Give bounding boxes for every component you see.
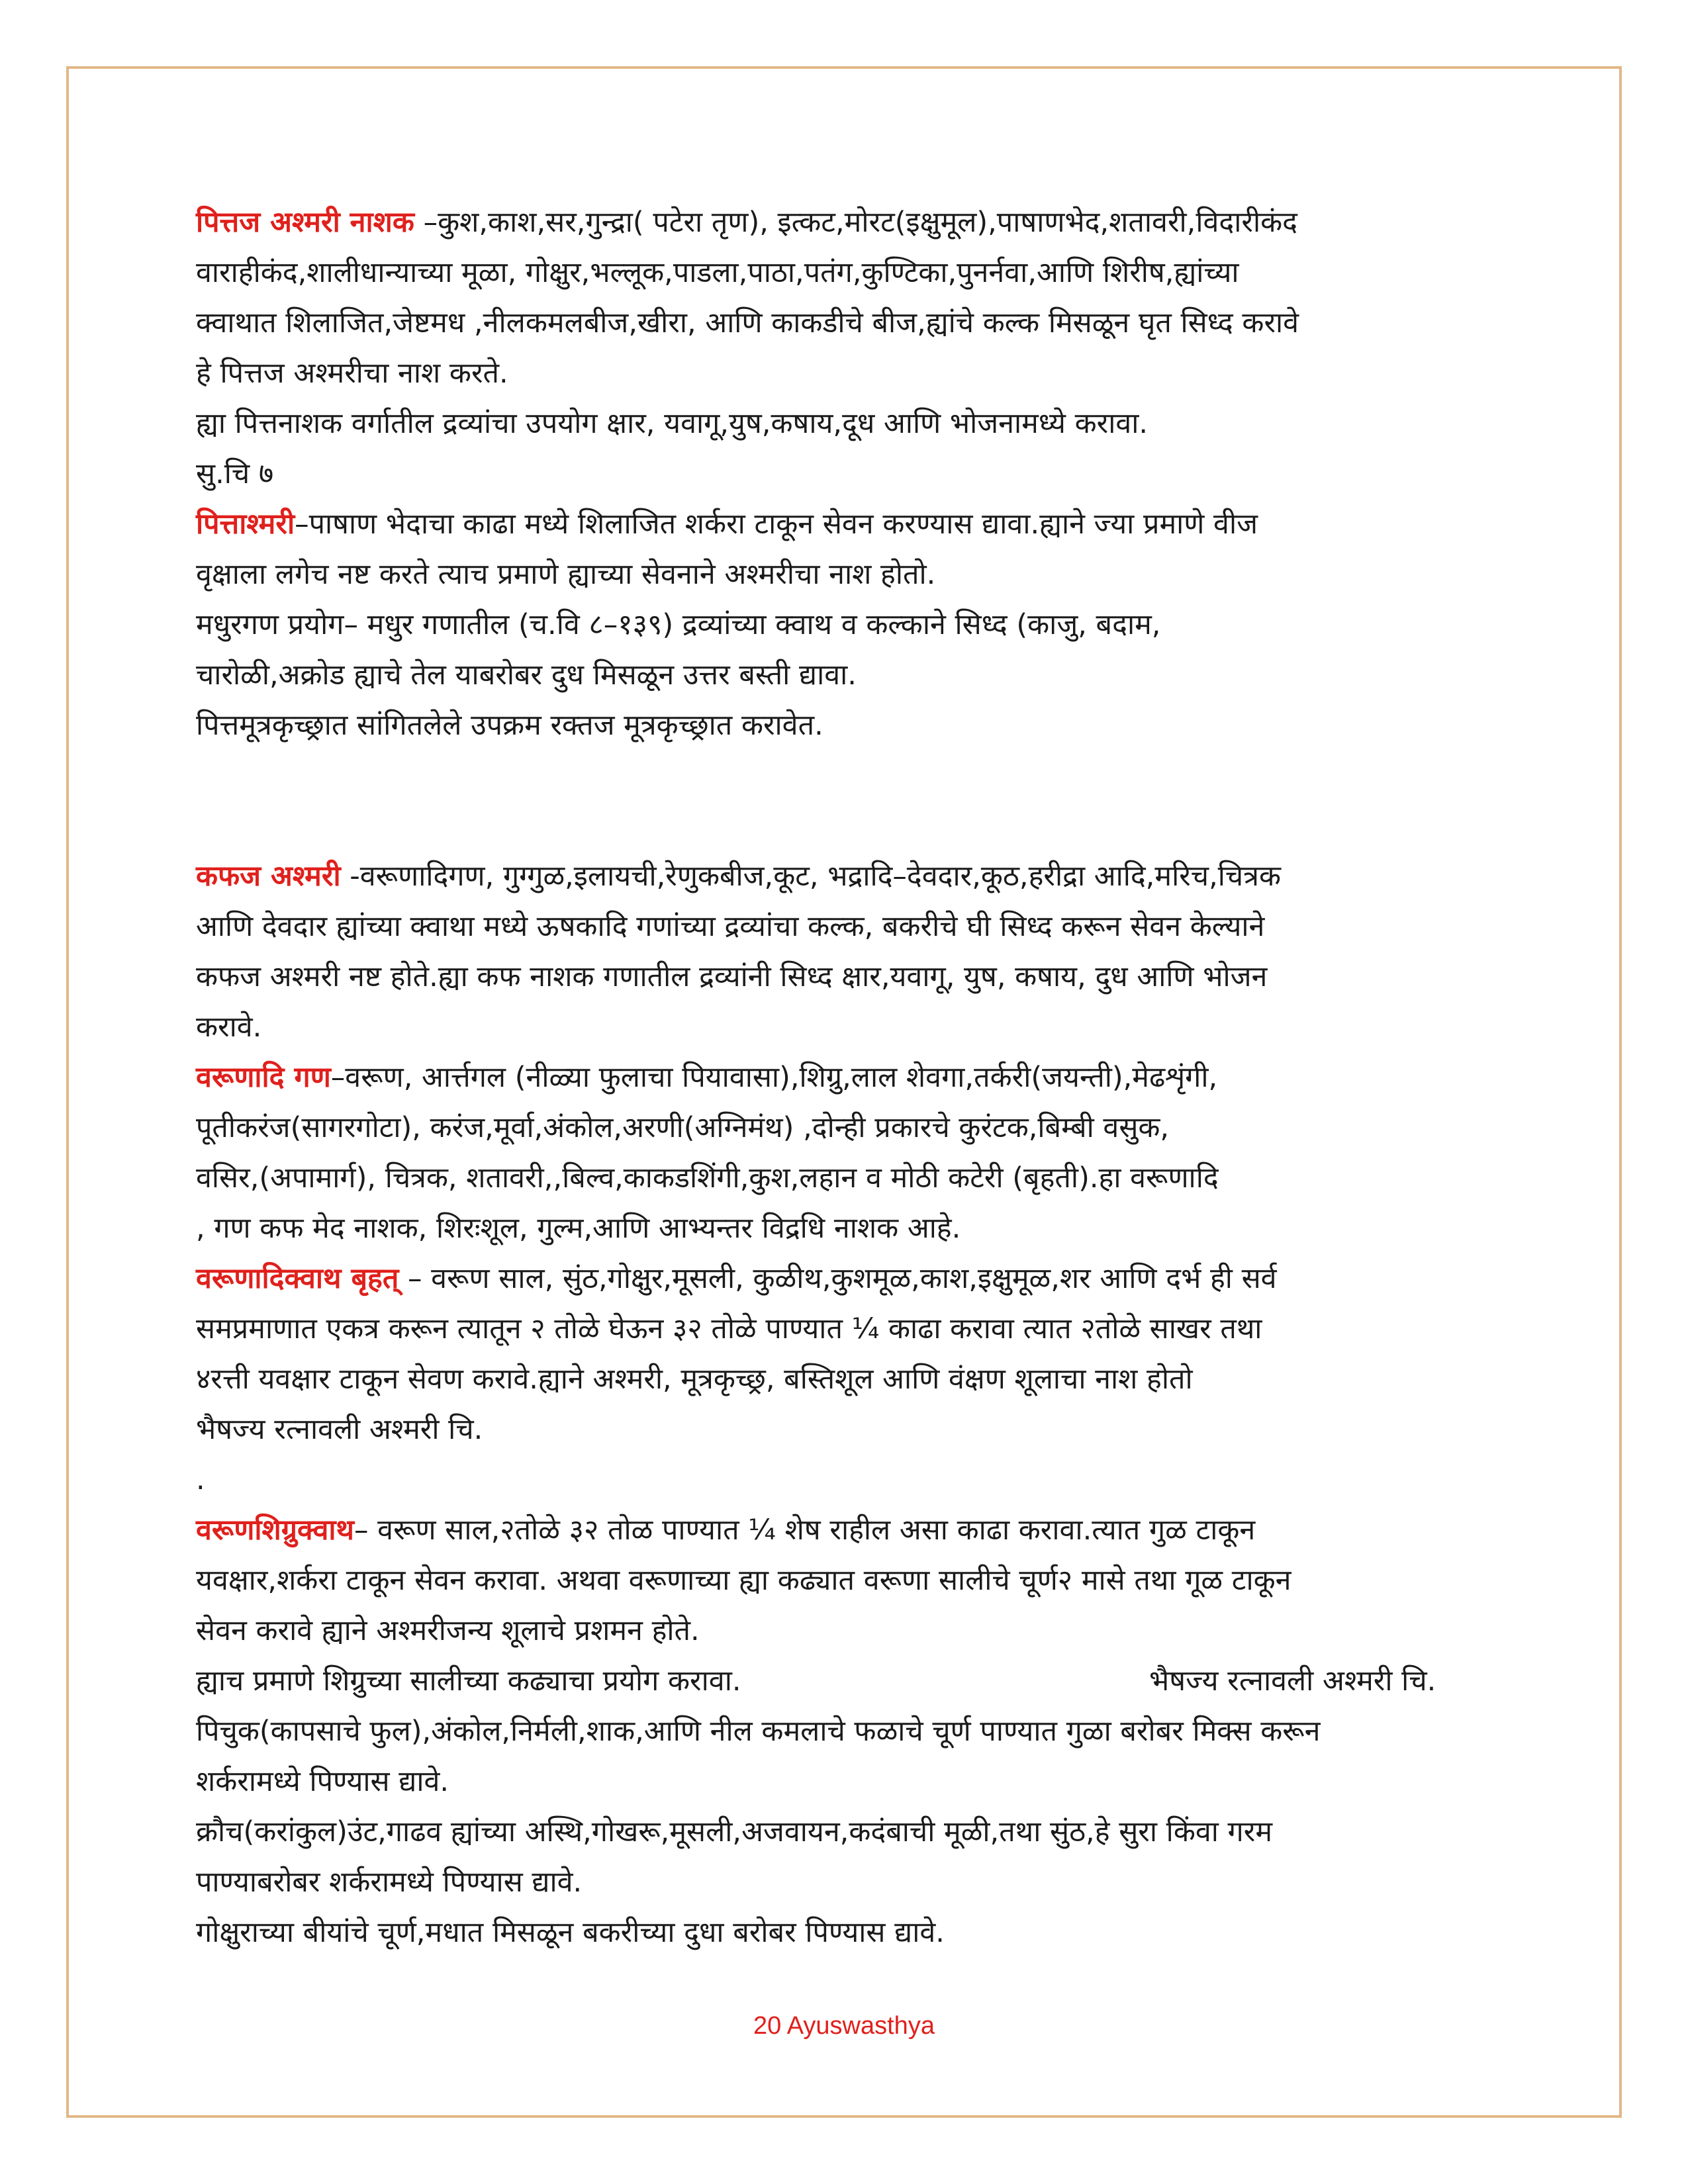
text-line: आणि देवदार ह्यांच्या क्वाथा मध्ये ऊषकादि गणांच्या द्रव्यांचा कल्क, बकरीचे घी सिध्द करून सेवन केल्याने [196,910,1265,943]
text-span: –पाषाण भेदाचा काढा मध्ये शिलाजित शर्करा टाकून सेवन करण्यास द्यावा.ह्याने ज्या प्रमाणे वीज [295,508,1258,541]
text-span: -वरूणादिगण, गुग्गुळ,इलायची,रेणुकबीज,कूट, भद्रादि–देवदार,कूठ,हरीद्रा आदि,मरिच,चित्रक [340,860,1281,893]
text-line [196,1505,1493,1555]
text-line: समप्रमाणात एकत्र करून त्यातून २ तोळे घेऊन ३२ तोळे पाण्यात ¼ काढा करावा त्यात २तोळे साखर तथा [196,1312,1262,1345]
section-heading: वरूणादि गण [196,1061,331,1094]
text-line [196,499,1493,549]
text-span: –कुश,काश,सर,गुन्द्रा( पटेरा तृण), इत्कट,मोरट(इक्षुमूल),पाषाणभेद,शतावरी,विदारीकंद [414,206,1297,239]
text-line: पिचुक(कापसाचे फुल),अंकोल,निर्मली,शाक,आणि नील कमलाचे फळाचे चूर्ण पाण्यात गुळा बरोबर मिक्स करून [196,1715,1321,1748]
text-line: सेवन करावे ह्याने अश्मरीजन्य शूलाचे प्रशमन होते. [196,1614,700,1647]
text-line: ह्या पित्तनाशक वर्गातील द्रव्यांचा उपयोग क्षार, यवागू,युष,कषाय,दूध आणि भोजनामध्ये करावा. [196,407,1149,440]
text-line [196,197,1493,248]
text-span: – वरूण साल,२तोळे ३२ तोळ पाण्यात ¼ शेष राहील असा काढा करावा.त्यात गुळ टाकून [354,1514,1256,1547]
text-line: चारोळी,अक्रोड ह्याचे तेल याबरोबर दुध मिसळून उत्तर बस्ती द्यावा. [196,659,857,692]
page-footer: 20 Ayuswasthya [753,2012,935,2040]
spacer [196,751,1493,851]
text-line: , गण कफ मेद नाशक, शिरःशूल, गुल्म,आणि आभ्यन्तर विद्रधि नाशक आहे. [196,1212,961,1245]
section-heading: पित्तज अश्मरी नाशक [196,206,414,239]
text-line: शर्करामध्ये पिण्यास द्यावे. [196,1765,449,1798]
text-line: . [196,1463,205,1496]
text-span: ह्याच प्रमाणे शिग्रुच्या सालीच्या कढ्याचा प्रयोग करावा. [196,1664,741,1698]
text-line [196,851,1493,901]
text-line: करावे. [196,1011,262,1044]
section-heading: वरूणादिक्वाथ बृहत् [196,1262,399,1295]
text-line: ४रत्ती यवक्षार टाकून सेवण करावे.ह्याने अश्मरी, मूत्रकृच्छ्र, बस्तिशूल आणि वंक्षण शूलाचा नाश होतो [196,1363,1193,1396]
text-line: कफज अश्मरी नष्ट होते.ह्या कफ नाशक गणातील द्रव्यांनी सिध्द क्षार,यवागू, युष, कषाय, दुध आणि भोजन [196,960,1268,993]
text-line: वसिर,(अपामार्ग), चित्रक, शतावरी,,बिल्व,काकडशिंगी,कुश,लहान व मोठी कटेरी (बृहती).हा वरूणादि [196,1161,1219,1195]
text-line: यवक्षार,शर्करा टाकून सेवन करावा. अथवा वरूणाच्या ह्या कढ्यात वरूणा सालीचे चूर्ण२ मासे तथा गूळ टाकून [196,1564,1291,1597]
text-line: क्वाथात शिलाजित,जेष्टमध ,नीलकमलबीज,खीरा, आणि काकडीचे बीज,ह्यांचे कल्क मिसळून घृत सिध्द करावे [196,306,1299,340]
text-line: गोक्षुराच्या बीयांचे चूर्ण,मधात मिसळून बकरीच्या दुधा बरोबर पिण्यास द्यावे. [196,1916,945,1949]
text-line: पित्तमूत्रकृच्छ्रात सांगितलेले उपक्रम रक्तज मूत्रकृच्छ्रात करावेत. [196,709,823,742]
text-line: हे पित्तज अश्मरीचा नाश करते. [196,357,508,390]
section-heading: कफज अश्मरी [196,860,341,893]
section-heading: पित्ताश्मरी [196,508,295,541]
page-content [196,197,1493,1958]
text-span: –वरूण, आर्त्तगल (नीळ्या फुलाचा पियावासा),शिग्रु,लाल शेवगा,तर्करी(जयन्ती),मेढशृंगी, [330,1061,1218,1094]
text-line [196,1656,1493,1706]
text-line [196,1052,1493,1103]
text-line: क्रौच(करांकुल)उंट,गाढव ह्यांच्या अस्थि,गोखरू,मूसली,अजवायन,कदंबाची मूळी,तथा सुंठ,हे सुरा किंवा गरम [196,1815,1273,1848]
text-line: पाण्याबरोबर शर्करामध्ये पिण्यास द्यावे. [196,1866,583,1899]
text-line: सु.चि ७ [196,457,274,490]
text-span: – वरूण साल, सुंठ,गोक्षुर,मूसली, कुळीथ,कुशमूळ,काश,इक्षुमूळ,शर आणि दर्भ ही सर्व [399,1262,1277,1295]
section-heading: वरूणशिग्रुक्वाथ [196,1514,354,1547]
text-line: पूतीकरंज(सागरगोटा), करंज,मूर्वा,अंकोल,अरणी(अग्निमंथ) ,दोन्ही प्रकारचे कुरंटक,बिम्बी वसुक, [196,1111,1170,1144]
text-line: वृक्षाला लगेच नष्ट करते त्याच प्रमाणे ह्याच्या सेवनाने अश्मरीचा नाश होतो. [196,558,936,591]
text-line: मधुरगण प्रयोग– मधुर गणातील (च.वि ८–१३९) द्रव्यांच्या क्वाथ व कल्काने सिध्द (काजु, बदाम, [196,608,1161,641]
text-line [196,1253,1493,1304]
text-line: वाराहीकंद,शालीधान्याच्या मूळा, गोक्षुर,भल्लूक,पाडला,पाठा,पतंग,कुण्टिका,पुनर्नवा,आणि शिरीष,ह्यांच्या [196,256,1239,289]
text-line: भैषज्य रत्नावली अश्मरी चि. [196,1413,483,1446]
reference-note: भैषज्य रत्नावली अश्मरी चि. [1149,1664,1436,1698]
